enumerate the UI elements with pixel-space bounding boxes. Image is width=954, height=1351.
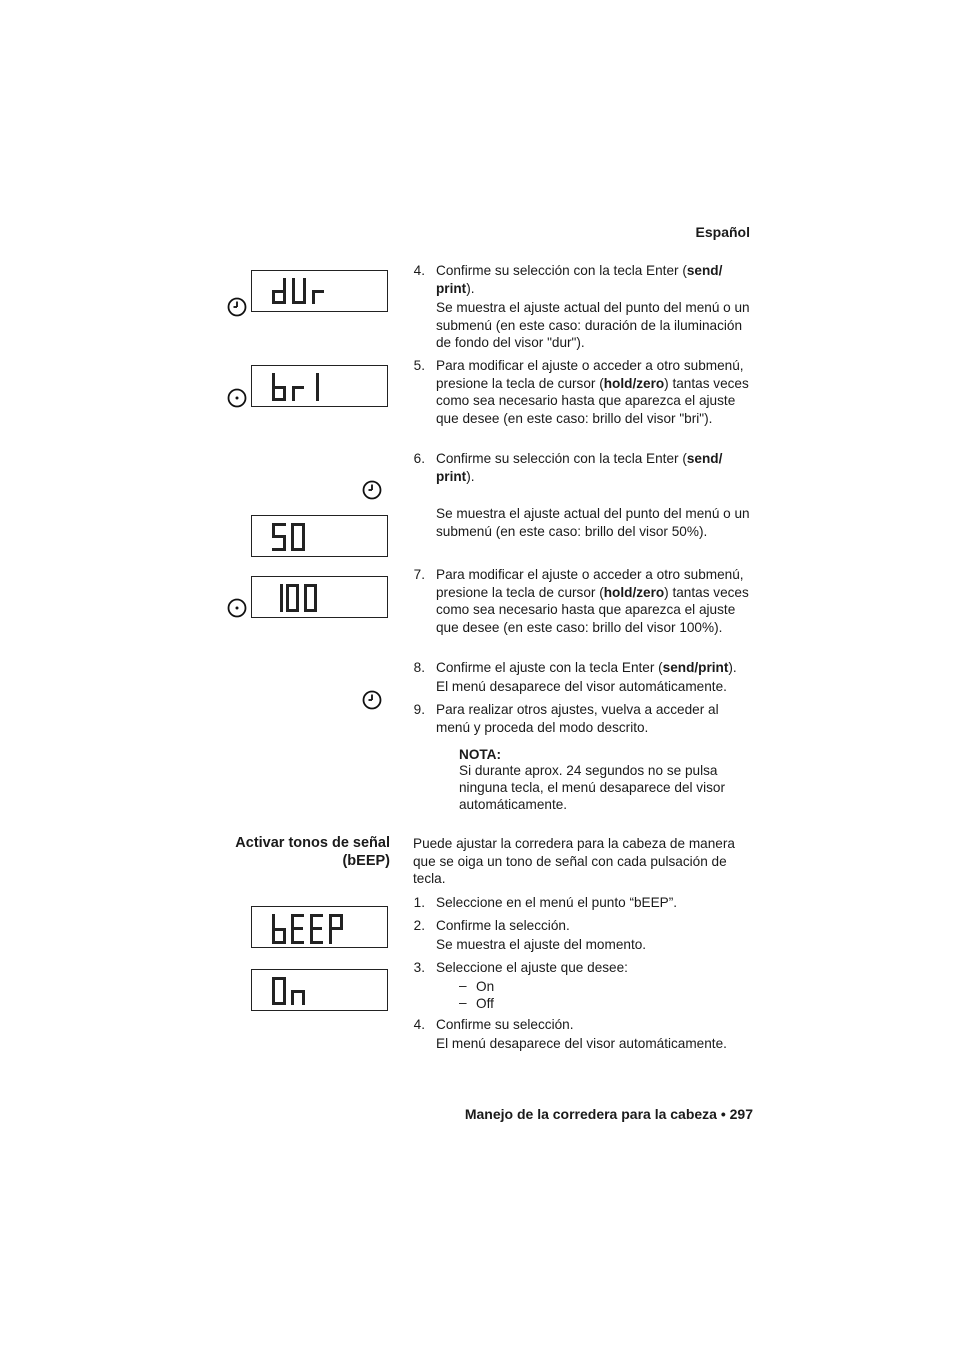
lcd-display-beep	[251, 906, 388, 948]
beep-step-1-text: Seleccione en el menú el punto “bEEP”.	[436, 895, 678, 910]
clock-icon	[227, 598, 247, 618]
lcd-display-dur	[251, 270, 388, 312]
note-title: NOTA:	[459, 747, 502, 762]
beep-step-4-detail: El menú desaparece del visor automáticamente.	[436, 1036, 727, 1051]
step-number: 5.	[413, 358, 425, 373]
step-6-detail: Se muestra el ajuste actual del punto del menú o un submenú (en este caso: brillo del visor 50%).	[436, 506, 750, 539]
section-intro: Puede ajustar la corredera para la cabeza de manera que se oiga un tono de señal con cada pulsación de tecla.	[413, 836, 735, 887]
list-dash: –	[459, 978, 467, 993]
step-4-text: Confirme su selección con la tecla Enter (send/ print).	[436, 263, 723, 296]
note-text: Si durante aprox. 24 segundos no se pulsa ninguna tecla, el menú desaparece del visor automáticamente.	[459, 763, 726, 812]
step-8-text: Confirme el ajuste con la tecla Enter (send/print).	[436, 660, 737, 675]
step-number: 8.	[413, 660, 425, 675]
step-7-text: Para modificar el ajuste o acceder a otro submenú, presione la tecla de cursor (hold/zero) tantas veces como sea necesario hasta que aparezca el ajuste que desee (en este caso: brillo del visor 100%).	[436, 567, 749, 635]
beep-step-3-text: Seleccione el ajuste que desee:	[436, 960, 628, 975]
lcd-display-on	[251, 969, 388, 1011]
option-off: Off	[476, 996, 494, 1011]
lcd-display-bri	[251, 365, 388, 407]
step-5-text: Para modificar el ajuste o acceder a otro submenú, presione la tecla de cursor (hold/zero) tantas veces como sea necesario hasta que aparezca el ajuste que desee (en este caso: brillo del visor "bri").	[436, 358, 749, 426]
lcd-display-100	[251, 576, 388, 618]
step-6-text: Confirme su selección con la tecla Enter (send/ print).	[436, 451, 723, 484]
step-number: 2.	[413, 918, 425, 933]
step-number: 4.	[413, 1017, 425, 1032]
clock-icon	[227, 297, 247, 317]
lcd-display-50	[251, 515, 388, 557]
step-number: 1.	[413, 895, 425, 910]
step-4-detail: Se muestra el ajuste actual del punto del menú o un submenú (en este caso: duración de la iluminación de fondo del visor "dur").	[436, 300, 750, 351]
step-number: 3.	[413, 960, 425, 975]
clock-icon	[362, 690, 382, 710]
beep-step-2-text: Confirme la selección.	[436, 918, 570, 933]
list-dash: –	[459, 995, 467, 1010]
beep-step-2-detail: Se muestra el ajuste del momento.	[436, 937, 647, 952]
clock-icon	[227, 388, 247, 408]
clock-icon	[362, 480, 382, 500]
beep-step-4-text: Confirme su selección.	[436, 1017, 574, 1032]
step-8-detail: El menú desaparece del visor automáticamente.	[436, 679, 727, 694]
language-label: Español	[695, 224, 750, 240]
step-number: 4.	[413, 263, 425, 278]
page-footer: Manejo de la corredera para la cabeza • 297	[464, 1106, 753, 1122]
section-heading: Activar tonos de señal (bEEP)	[235, 835, 390, 869]
step-number: 7.	[413, 567, 425, 582]
option-on: On	[476, 979, 495, 994]
step-number: 9.	[413, 702, 425, 717]
step-number: 6.	[413, 451, 425, 466]
step-9-text: Para realizar otros ajustes, vuelva a acceder al menú y proceda del modo descrito.	[436, 702, 719, 735]
